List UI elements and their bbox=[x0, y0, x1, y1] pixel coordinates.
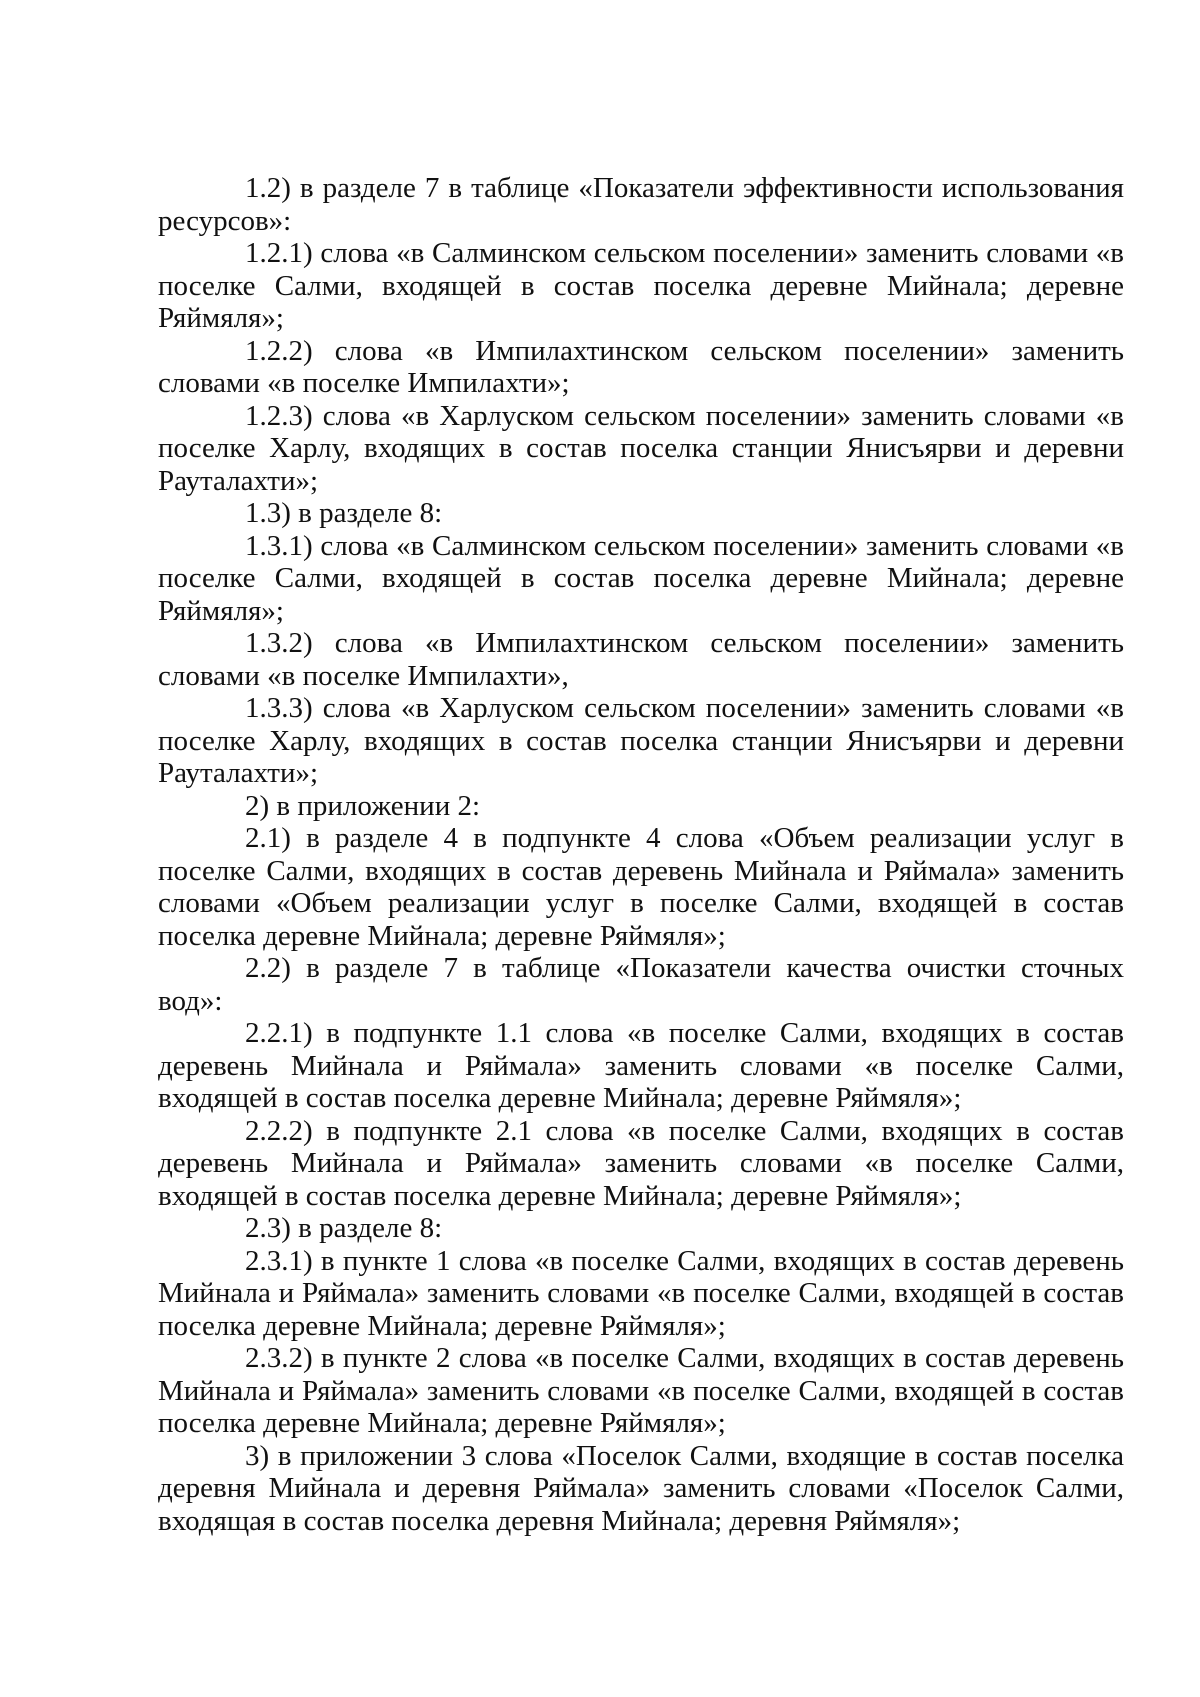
paragraph-2-3-2: 2.3.2) в пункте 2 слова «в поселке Салми, входящих в состав деревень Мийнала и Ряймала» заменить словами «в поселке Салми, входящей в состав поселка деревне Мийнала; деревне Ряймяля»; bbox=[158, 1342, 1124, 1439]
paragraph-1-3: 1.3) в разделе 8: bbox=[245, 497, 443, 529]
paragraph-1-2-2: 1.2.2) слова «в Импилахтинском сельском поселении» заменить словами «в поселке Импилахти»; bbox=[158, 334, 1124, 399]
paragraph-1-3-2: 1.3.2) слова «в Импилахтинском сельском поселении» заменить словами «в поселке Импилахти», bbox=[158, 627, 1124, 692]
paragraph-1-2: 1.2) в разделе 7 в таблице «Показатели эффективности использования ресурсов»: bbox=[158, 172, 1124, 237]
paragraph-1-3-1: 1.3.1) слова «в Салминском сельском поселении» заменить словами «в поселке Салми, входящей в состав поселка деревне Мийнала; деревне Ряймяля»; bbox=[158, 529, 1124, 627]
paragraph-1-2-1: 1.2.1) слова «в Салминском сельском поселении» заменить словами «в поселке Салми, входящей в состав поселка деревне Мийнала; деревне Ряймяля»; bbox=[158, 237, 1124, 334]
document-page bbox=[158, 172, 1124, 1537]
paragraph-1-2-3: 1.2.3) слова «в Харлуском сельском поселении» заменить словами «в поселке Харлу, входящих в состав поселка станции Янисъярви и деревни Рауталахти»; bbox=[158, 399, 1124, 497]
paragraph-2-2: 2.2) в разделе 7 в таблице «Показатели качества очистки сточных вод»: bbox=[158, 952, 1124, 1017]
paragraph-2-2-2: 2.2.2) в подпункте 2.1 слова «в поселке Салми, входящих в состав деревень Мийнала и Ряймала» заменить словами «в поселке Салми, входящей в состав поселка деревне Мийнала; деревне Ряймяля»; bbox=[158, 1114, 1124, 1212]
paragraph-2-3: 2.3) в разделе 8: bbox=[245, 1212, 443, 1244]
paragraph-2: 2) в приложении 2: bbox=[245, 789, 481, 822]
paragraph-1-3-3: 1.3.3) слова «в Харлуском сельском поселении» заменить словами «в поселке Харлу, входящих в состав поселка станции Янисъярви и деревни Рауталахти»; bbox=[158, 692, 1124, 789]
paragraph-3: 3) в приложении 3 слова «Поселок Салми, входящие в состав поселка деревня Мийнала и деревня Ряймала» заменить словами «Поселок Салми, входящая в состав поселка деревня Мийнала; деревня Ряймяля»; bbox=[158, 1439, 1124, 1537]
paragraph-2-3-1: 2.3.1) в пункте 1 слова «в поселке Салми, входящих в состав деревень Мийнала и Ряймала» заменить словами «в поселке Салми, входящей в состав поселка деревне Мийнала; деревне Ряймяля»; bbox=[158, 1244, 1124, 1342]
paragraph-2-2-1: 2.2.1) в подпункте 1.1 слова «в поселке Салми, входящих в состав деревень Мийнала и Ряймала» заменить словами «в поселке Салми, входящей в состав поселка деревне Мийнала; деревне Ряймяля»; bbox=[158, 1017, 1124, 1114]
paragraph-2-1: 2.1) в разделе 4 в подпункте 4 слова «Объем реализации услуг в поселке Салми, входящих в состав деревень Мийнала и Ряймала» заменить словами «Объем реализации услуг в поселке Салми, входящей в состав поселка деревне Мийнала; деревне Ряймяля»; bbox=[158, 822, 1124, 952]
